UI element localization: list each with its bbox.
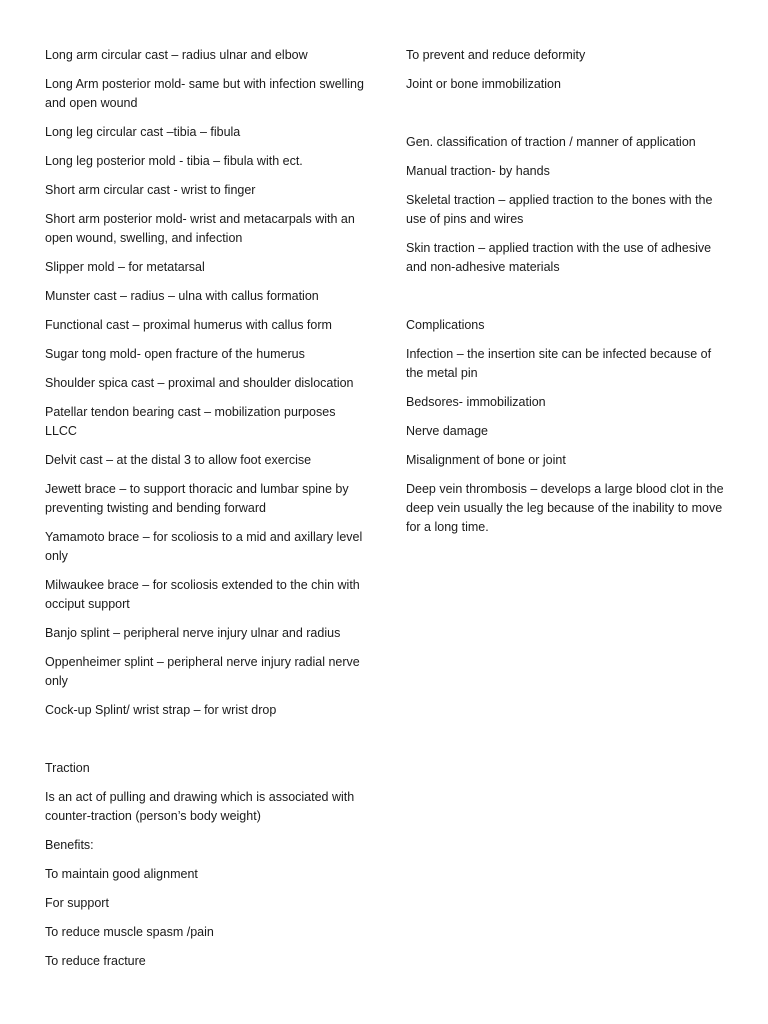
paragraph: Skin traction – applied traction with the use of adhesive and non-adhesive materials	[406, 241, 712, 274]
paragraph: Patellar tendon bearing cast – mobilization purposes LLCC	[45, 405, 336, 438]
paragraph: Cock-up Splint/ wrist strap – for wrist drop	[45, 703, 277, 717]
paragraph: Misalignment of bone or joint	[406, 453, 566, 467]
paragraph: Gen. classification of traction / manner of application	[406, 135, 696, 149]
paragraph: Infection – the insertion site can be infected because of the metal pin	[406, 347, 712, 380]
paragraph: Short arm posterior mold- wrist and metacarpals with an open wound, swelling, and infection	[45, 212, 355, 245]
paragraph: Manual traction- by hands	[406, 164, 550, 178]
section-heading-traction: Traction	[45, 761, 90, 775]
blank-line	[45, 730, 365, 749]
paragraph: Jewett brace – to support thoracic and lumbar spine by preventing twisting and bending forward	[45, 482, 349, 515]
paragraph: To reduce fracture	[45, 954, 146, 968]
blank-line	[406, 104, 726, 123]
paragraph: Skeletal traction – applied traction to the bones with the use of pins and wires	[406, 193, 713, 226]
paragraph: Milwaukee brace – for scoliosis extended to the chin with occiput support	[45, 578, 360, 611]
right-column	[406, 46, 726, 547]
paragraph: Short arm circular cast - wrist to finger	[45, 183, 256, 197]
paragraph: To prevent and reduce deformity	[406, 48, 586, 62]
paragraph: Joint or bone immobilization	[406, 77, 561, 91]
paragraph: Is an act of pulling and drawing which is associated with counter-traction (person’s body weight)	[45, 790, 355, 823]
blank-line	[406, 287, 726, 306]
paragraph: Oppenheimer splint – peripheral nerve injury radial nerve only	[45, 655, 360, 688]
paragraph: Yamamoto brace – for scoliosis to a mid and axillary level only	[45, 530, 363, 563]
paragraph: To reduce muscle spasm /pain	[45, 925, 214, 939]
paragraph: Munster cast – radius – ulna with callus formation	[45, 289, 319, 303]
paragraph: Delvit cast – at the distal 3 to allow foot exercise	[45, 453, 312, 467]
paragraph: To maintain good alignment	[45, 867, 198, 881]
paragraph: Slipper mold – for metatarsal	[45, 260, 205, 274]
paragraph: Long arm circular cast – radius ulnar and elbow	[45, 48, 308, 62]
paragraph: Banjo splint – peripheral nerve injury ulnar and radius	[45, 626, 341, 640]
paragraph: Shoulder spica cast – proximal and shoulder dislocation	[45, 376, 354, 390]
left-column	[45, 46, 365, 981]
paragraph: Nerve damage	[406, 424, 488, 438]
paragraph: Long leg posterior mold - tibia – fibula with ect.	[45, 154, 303, 168]
paragraph: Bedsores- immobilization	[406, 395, 546, 409]
paragraph: Functional cast – proximal humerus with callus form	[45, 318, 332, 332]
paragraph: Benefits:	[45, 838, 94, 852]
section-heading-complications: Complications	[406, 318, 485, 332]
paragraph: Deep vein thrombosis – develops a large blood clot in the deep vein usually the leg because of the inability to move for a long time.	[406, 482, 724, 534]
paragraph: Long Arm posterior mold- same but with infection swelling and open wound	[45, 77, 364, 110]
paragraph: For support	[45, 896, 109, 910]
paragraph: Long leg circular cast –tibia – fibula	[45, 125, 241, 139]
paragraph: Sugar tong mold- open fracture of the humerus	[45, 347, 305, 361]
